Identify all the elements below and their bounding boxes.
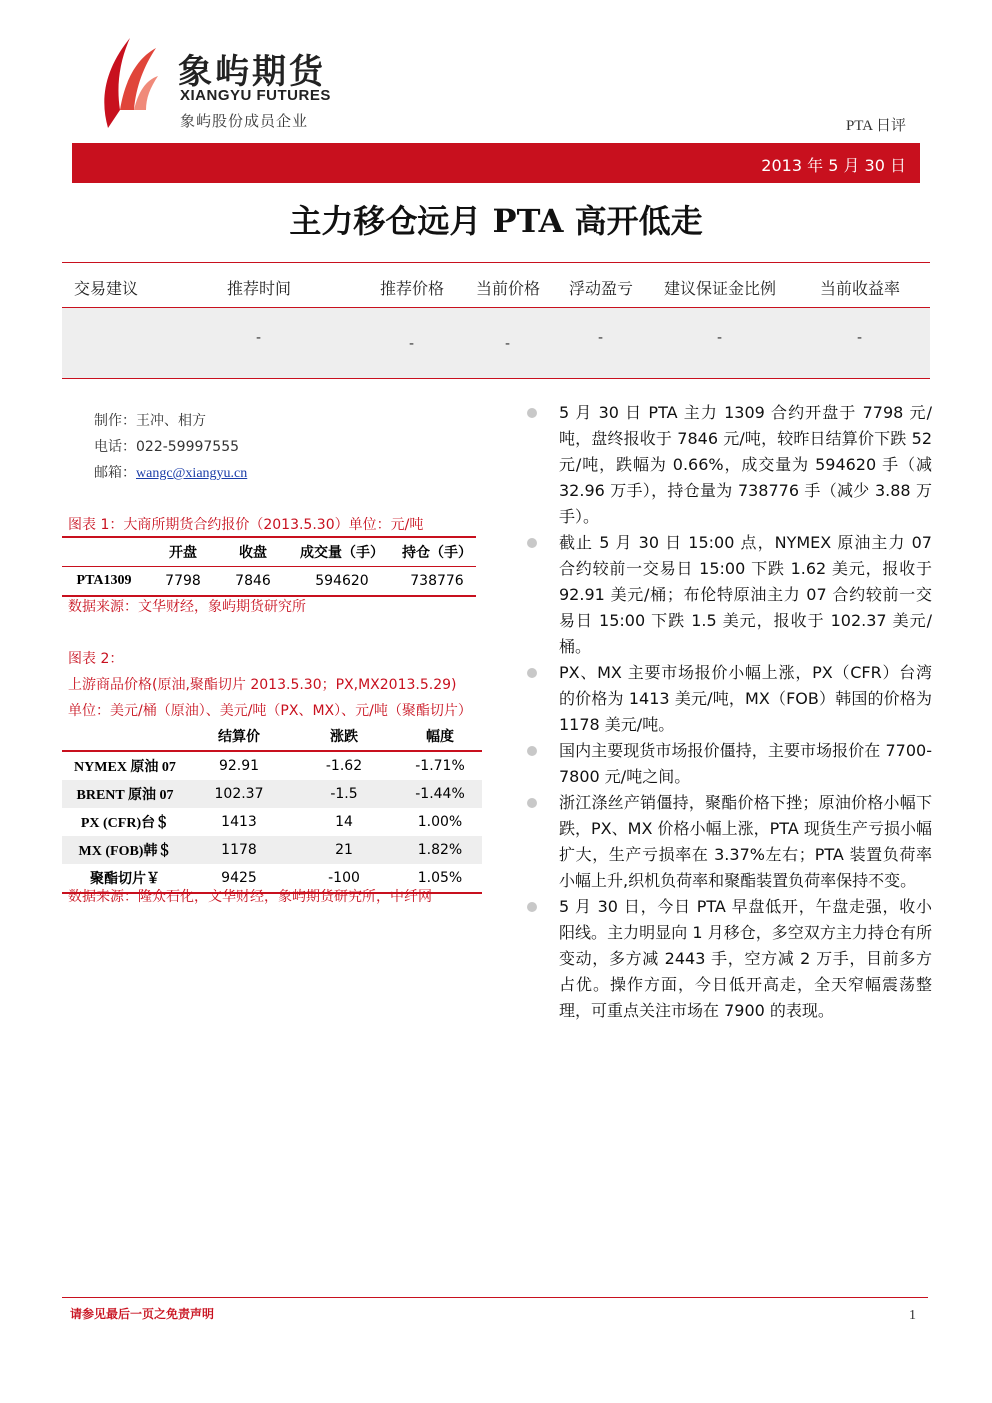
table2-caption-units: 单位：美元/桶（原油）、美元/吨（PX、MX）、元/吨（聚酯切片）	[68, 703, 472, 719]
brand-name-en: XIANGYU FUTURES	[180, 87, 331, 104]
table-header-cell: 成交量（手）	[286, 537, 398, 567]
table-row	[62, 780, 482, 808]
list-item: 5 月 30 日 PTA 主力 1309 合约开盘于 7798 元/吨，盘终报收于 7846 元/吨，较昨日结算价下跌 52 元/吨，跌幅为 0.66%，成交量为 594620 手（减 32.96 万手），持仓量为 738776 手（减少 3.88 万手）。	[522, 400, 932, 530]
table-header-cell: 结算价	[188, 722, 290, 751]
bullet-dot-icon	[527, 902, 537, 912]
table1-futures-quotes	[62, 536, 476, 597]
xiangyu-logo-icon	[90, 30, 160, 130]
page-number: 1	[909, 1308, 916, 1323]
list-item: 5 月 30 日，今日 PTA 早盘低开，午盘走强，收小阳线。主力明显向 1 月移仓，多空双方主力持仓有所变动，多方减 2443 手，空方减 2 万手，目前多方占优。操作方面，今日低开高走，全天窄幅震荡整理，可重点关注市场在 7900 的表现。	[522, 894, 932, 1024]
table-cell: 21	[290, 836, 398, 864]
table-cell: -1.44%	[398, 780, 482, 808]
table-cell: PX (CFR)台＄	[80, 816, 170, 831]
table-row	[62, 836, 482, 864]
bullet-dot-icon	[527, 538, 537, 548]
table-cell: 7798	[146, 567, 220, 597]
document-type: PTA 日评	[845, 118, 906, 134]
rec-value-current-price: -	[505, 336, 511, 352]
table-header-cell	[62, 537, 146, 567]
analysis-bullet-list	[522, 400, 932, 1024]
table-header-cell: 幅度	[398, 722, 482, 751]
table-row	[62, 751, 482, 780]
rec-value-time: -	[256, 330, 262, 346]
bullet-dot-icon	[527, 746, 537, 756]
rec-value-return-rate: -	[857, 330, 863, 346]
author-email: 邮箱：wangc@xiangyu.cn	[94, 465, 248, 481]
table-cell: 14	[335, 814, 353, 830]
bullet-dot-icon	[527, 408, 537, 418]
rec-header-margin-ratio: 建议保证金比例	[664, 279, 777, 298]
table-header-cell: 开盘	[146, 537, 220, 567]
table-cell: MX (FOB)韩＄	[62, 836, 188, 864]
table-header-cell: 收盘	[220, 537, 286, 567]
table-cell: 9425	[188, 864, 290, 893]
table1-source: 数据来源：文华财经，象屿期货研究所	[68, 599, 306, 615]
table1-caption: 图表 1：大商所期货合约报价（2013.5.30）单位：元/吨	[68, 517, 424, 533]
rec-header-time: 推荐时间	[227, 279, 292, 298]
list-item: 截止 5 月 30 日 15:00 点，NYMEX 原油主力 07 合约较前一交易日 15:00 下跌 1.62 美元，报收于 92.91 美元/桶；布伦特原油主力 07 合约较前一交易日 15:00 下跌 1.5 美元，报收于 102.37 美元/桶。	[522, 530, 932, 660]
rec-header-current-price: 当前价格	[476, 279, 541, 298]
table-cell: NYMEX 原油 07	[74, 760, 176, 775]
brand-subtitle: 象屿股份成员企业	[180, 112, 309, 130]
table-cell: -100	[290, 864, 398, 893]
table-cell: 1178	[188, 836, 290, 864]
table-header-row	[62, 722, 482, 751]
table2-source: 数据来源：隆众石化，文华财经，象屿期货研究所，中纤网	[68, 889, 432, 905]
table-cell: 1.05%	[398, 864, 482, 893]
table-cell: -1.62	[325, 758, 363, 774]
rec-header-advice: 交易建议	[74, 279, 139, 298]
table-row	[62, 808, 482, 836]
table-header-cell: 涨跌	[290, 722, 398, 751]
table-cell: 102.37	[188, 780, 290, 808]
list-item: PX、MX 主要市场报价小幅上涨，PX（CFR）台湾的价格为 1413 美元/吨，MX（FOB）韩国的价格为 1178 美元/吨。	[522, 660, 932, 738]
list-item: 国内主要现货市场报价僵持，主要市场报价在 7700-7800 元/吨之间。	[522, 738, 932, 790]
table-header-cell: 持仓（手）	[398, 537, 476, 567]
rec-header-price: 推荐价格	[380, 279, 445, 298]
table-row	[62, 567, 476, 597]
author-phone: 电话：022-59997555	[94, 439, 240, 455]
list-item: 浙江涤丝产销僵持，聚酯价格下挫；原油价格小幅下跌，PX、MX 价格小幅上涨，PTA 现货生产亏损小幅扩大，生产亏损率在 3.37%左右；PTA 装置负荷率小幅上升,织机负荷率和聚酯装置负荷率保持不变。	[522, 790, 932, 894]
table-cell: 738776	[398, 567, 476, 597]
table2-upstream-prices	[62, 722, 482, 894]
recommendation-value-row	[62, 308, 930, 378]
report-date: 2013 年 5 月 30 日	[761, 156, 906, 175]
table-cell: PTA1309	[62, 567, 146, 597]
divider	[62, 378, 930, 379]
rec-header-float-pnl: 浮动盈亏	[569, 279, 634, 298]
table-cell: 1413	[221, 814, 257, 830]
rec-value-price: -	[409, 336, 415, 352]
footer-disclaimer: 请参见最后一页之免责声明	[70, 1307, 215, 1321]
table-cell: BRENT 原油 07	[62, 780, 188, 808]
table-cell: -1.5	[290, 780, 398, 808]
table-cell: 594620	[286, 567, 398, 597]
table-header-cell	[62, 722, 188, 751]
recommendation-header-row	[62, 263, 930, 307]
email-link[interactable]: wangc@xiangyu.cn	[136, 466, 248, 481]
bullet-dot-icon	[527, 668, 537, 678]
table2-caption-title: 图表 2：	[68, 651, 124, 667]
table-cell: 7846	[220, 567, 286, 597]
table-cell: 92.91	[218, 758, 260, 774]
table-cell: 1.00%	[417, 814, 463, 830]
footer-divider	[62, 1297, 928, 1298]
table2-caption-desc: 上游商品价格(原油,聚酯切片 2013.5.30；PX,MX2013.5.29)	[68, 677, 457, 693]
rec-value-margin-ratio: -	[717, 330, 723, 346]
author-maker: 制作：王冲、相方	[94, 413, 206, 429]
brand-name-cn: 象屿期货	[178, 52, 326, 92]
bullet-dot-icon	[527, 798, 537, 808]
table-cell: 聚酯切片￥	[62, 864, 188, 893]
date-banner	[72, 143, 920, 183]
rec-header-return-rate: 当前收益率	[820, 279, 901, 298]
report-title: 主力移仓远月 PTA 高开低走	[289, 202, 703, 240]
table-cell: 1.82%	[398, 836, 482, 864]
table-cell: -1.71%	[415, 758, 465, 774]
rec-value-float-pnl: -	[598, 330, 604, 346]
table-header-row	[62, 537, 476, 567]
